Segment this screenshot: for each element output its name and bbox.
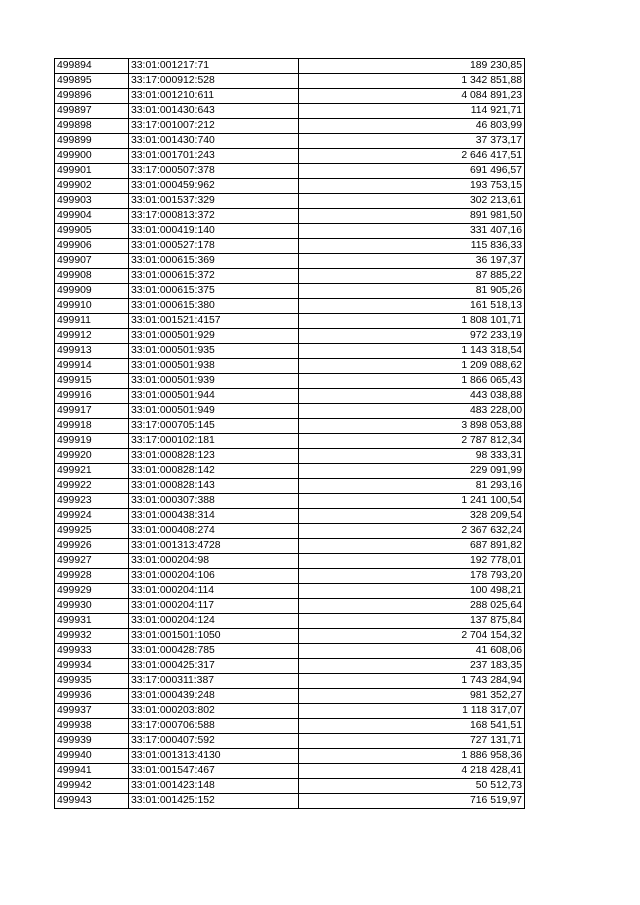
cadastral-number-cell: 33:01:001501:1050 [129,629,299,644]
table-body [55,59,525,809]
value-cell: 98 333,31 [299,449,525,464]
value-cell: 328 209,54 [299,509,525,524]
cadastral-number-cell: 33:01:001313:4130 [129,749,299,764]
table-row [55,89,525,104]
row-id-cell: 499931 [55,614,129,629]
value-cell: 1 808 101,71 [299,314,525,329]
cadastral-number-cell: 33:01:000501:939 [129,374,299,389]
value-cell: 2 646 417,51 [299,149,525,164]
row-id-cell: 499899 [55,134,129,149]
value-cell: 1 241 100,54 [299,494,525,509]
table-row [55,74,525,89]
row-id-cell: 499941 [55,764,129,779]
row-id-cell: 499914 [55,359,129,374]
table-row [55,314,525,329]
cadastral-number-cell: 33:17:000407:592 [129,734,299,749]
cadastral-number-cell: 33:01:000828:123 [129,449,299,464]
cadastral-number-cell: 33:01:001430:643 [129,104,299,119]
cadastral-number-cell: 33:01:000459:962 [129,179,299,194]
cadastral-number-cell: 33:01:000615:372 [129,269,299,284]
value-cell: 2 787 812,34 [299,434,525,449]
cadastral-number-cell: 33:01:000428:785 [129,644,299,659]
table-row [55,734,525,749]
row-id-cell: 499909 [55,284,129,299]
row-id-cell: 499897 [55,104,129,119]
cadastral-number-cell: 33:01:000439:248 [129,689,299,704]
value-cell: 972 233,19 [299,329,525,344]
row-id-cell: 499895 [55,74,129,89]
cadastral-number-cell: 33:01:001425:152 [129,794,299,809]
table-row [55,329,525,344]
table-row [55,284,525,299]
value-cell: 3 898 053,88 [299,419,525,434]
row-id-cell: 499902 [55,179,129,194]
row-id-cell: 499926 [55,539,129,554]
value-cell: 891 981,50 [299,209,525,224]
value-cell: 691 496,57 [299,164,525,179]
table-row [55,269,525,284]
cadastral-number-cell: 33:01:001423:148 [129,779,299,794]
cadastral-number-cell: 33:01:000204:117 [129,599,299,614]
table-row [55,164,525,179]
value-cell: 1 209 088,62 [299,359,525,374]
table-row [55,779,525,794]
table-row [55,554,525,569]
cadastral-number-cell: 33:01:000501:949 [129,404,299,419]
value-cell: 189 230,85 [299,59,525,74]
row-id-cell: 499938 [55,719,129,734]
cadastral-number-cell: 33:01:000408:274 [129,524,299,539]
value-cell: 4 084 891,23 [299,89,525,104]
row-id-cell: 499928 [55,569,129,584]
row-id-cell: 499901 [55,164,129,179]
row-id-cell: 499908 [55,269,129,284]
table-row [55,464,525,479]
row-id-cell: 499940 [55,749,129,764]
cadastral-number-cell: 33:17:001007:212 [129,119,299,134]
table-row [55,479,525,494]
table-row [55,254,525,269]
value-cell: 193 753,15 [299,179,525,194]
row-id-cell: 499896 [55,89,129,104]
row-id-cell: 499904 [55,209,129,224]
value-cell: 4 218 428,41 [299,764,525,779]
row-id-cell: 499894 [55,59,129,74]
value-cell: 302 213,61 [299,194,525,209]
table-row [55,704,525,719]
table-row [55,689,525,704]
value-cell: 87 885,22 [299,269,525,284]
cadastral-number-cell: 33:01:000615:375 [129,284,299,299]
row-id-cell: 499921 [55,464,129,479]
cadastral-number-cell: 33:01:000615:369 [129,254,299,269]
table-row [55,494,525,509]
value-cell: 2 367 632,24 [299,524,525,539]
value-cell: 1 143 318,54 [299,344,525,359]
row-id-cell: 499903 [55,194,129,209]
cadastral-number-cell: 33:01:000425:317 [129,659,299,674]
cadastral-number-cell: 33:17:000813:372 [129,209,299,224]
table-row [55,104,525,119]
value-cell: 115 836,33 [299,239,525,254]
row-id-cell: 499937 [55,704,129,719]
value-cell: 237 183,35 [299,659,525,674]
cadastral-number-cell: 33:01:001210:611 [129,89,299,104]
cadastral-number-cell: 33:01:000501:944 [129,389,299,404]
table-row [55,359,525,374]
table-row [55,539,525,554]
row-id-cell: 499936 [55,689,129,704]
row-id-cell: 499935 [55,674,129,689]
value-cell: 137 875,84 [299,614,525,629]
row-id-cell: 499905 [55,224,129,239]
cadastral-number-cell: 33:01:000828:142 [129,464,299,479]
cadastral-number-cell: 33:17:000912:528 [129,74,299,89]
row-id-cell: 499922 [55,479,129,494]
value-cell: 100 498,21 [299,584,525,599]
cadastral-number-cell: 33:17:000706:588 [129,719,299,734]
cadastral-number-cell: 33:17:000705:145 [129,419,299,434]
table-row [55,569,525,584]
table-row [55,194,525,209]
row-id-cell: 499920 [55,449,129,464]
cadastral-number-cell: 33:01:001313:4728 [129,539,299,554]
table-row [55,419,525,434]
cadastral-number-cell: 33:01:000204:124 [129,614,299,629]
value-cell: 50 512,73 [299,779,525,794]
cadastral-number-cell: 33:01:001521:4157 [129,314,299,329]
value-cell: 443 038,88 [299,389,525,404]
row-id-cell: 499943 [55,794,129,809]
row-id-cell: 499911 [55,314,129,329]
value-cell: 41 608,06 [299,644,525,659]
row-id-cell: 499930 [55,599,129,614]
value-cell: 1 886 958,36 [299,749,525,764]
table-row [55,764,525,779]
table-row [55,209,525,224]
cadastral-value-table [54,58,525,809]
row-id-cell: 499942 [55,779,129,794]
value-cell: 331 407,16 [299,224,525,239]
value-cell: 168 541,51 [299,719,525,734]
cadastral-number-cell: 33:01:000204:98 [129,554,299,569]
table-row [55,119,525,134]
table-row [55,344,525,359]
table-row [55,599,525,614]
cadastral-number-cell: 33:01:000527:178 [129,239,299,254]
cadastral-number-cell: 33:01:000501:938 [129,359,299,374]
row-id-cell: 499939 [55,734,129,749]
value-cell: 727 131,71 [299,734,525,749]
cadastral-number-cell: 33:01:001217:71 [129,59,299,74]
value-cell: 36 197,37 [299,254,525,269]
row-id-cell: 499913 [55,344,129,359]
row-id-cell: 499915 [55,374,129,389]
value-cell: 46 803,99 [299,119,525,134]
value-cell: 37 373,17 [299,134,525,149]
table-row [55,374,525,389]
row-id-cell: 499898 [55,119,129,134]
value-cell: 192 778,01 [299,554,525,569]
cadastral-number-cell: 33:01:001537:329 [129,194,299,209]
table-row [55,659,525,674]
table-row [55,59,525,74]
row-id-cell: 499910 [55,299,129,314]
table-row [55,629,525,644]
value-cell: 114 921,71 [299,104,525,119]
value-cell: 981 352,27 [299,689,525,704]
cadastral-number-cell: 33:01:000419:140 [129,224,299,239]
row-id-cell: 499919 [55,434,129,449]
value-cell: 81 293,16 [299,479,525,494]
cadastral-number-cell: 33:17:000102:181 [129,434,299,449]
value-cell: 178 793,20 [299,569,525,584]
row-id-cell: 499933 [55,644,129,659]
row-id-cell: 499925 [55,524,129,539]
row-id-cell: 499929 [55,584,129,599]
table-row [55,134,525,149]
table-row [55,224,525,239]
row-id-cell: 499923 [55,494,129,509]
value-cell: 483 228,00 [299,404,525,419]
row-id-cell: 499916 [55,389,129,404]
value-cell: 288 025,64 [299,599,525,614]
table-row [55,749,525,764]
table-row [55,299,525,314]
row-id-cell: 499932 [55,629,129,644]
row-id-cell: 499906 [55,239,129,254]
table-row [55,149,525,164]
cadastral-number-cell: 33:01:000203:802 [129,704,299,719]
value-cell: 687 891,82 [299,539,525,554]
cadastral-number-cell: 33:17:000507:378 [129,164,299,179]
value-cell: 2 704 154,32 [299,629,525,644]
cadastral-number-cell: 33:01:001547:467 [129,764,299,779]
table-row [55,404,525,419]
table-row [55,509,525,524]
table-row [55,239,525,254]
cadastral-number-cell: 33:01:000828:143 [129,479,299,494]
value-cell: 229 091,99 [299,464,525,479]
cadastral-number-cell: 33:01:000615:380 [129,299,299,314]
value-cell: 1 342 851,88 [299,74,525,89]
table-row [55,179,525,194]
table-row [55,719,525,734]
row-id-cell: 499912 [55,329,129,344]
cadastral-number-cell: 33:01:000501:929 [129,329,299,344]
value-cell: 1 866 065,43 [299,374,525,389]
row-id-cell: 499900 [55,149,129,164]
value-cell: 161 518,13 [299,299,525,314]
table-row [55,389,525,404]
table-row [55,794,525,809]
value-cell: 81 905,26 [299,284,525,299]
cadastral-number-cell: 33:01:000204:114 [129,584,299,599]
value-cell: 1 118 317,07 [299,704,525,719]
cadastral-number-cell: 33:01:000307:388 [129,494,299,509]
cadastral-number-cell: 33:01:000438:314 [129,509,299,524]
cadastral-number-cell: 33:17:000311:387 [129,674,299,689]
cadastral-number-cell: 33:01:000501:935 [129,344,299,359]
row-id-cell: 499918 [55,419,129,434]
value-cell: 1 743 284,94 [299,674,525,689]
row-id-cell: 499934 [55,659,129,674]
value-cell: 716 519,97 [299,794,525,809]
cadastral-number-cell: 33:01:000204:106 [129,569,299,584]
table-row [55,644,525,659]
cadastral-number-cell: 33:01:001701:243 [129,149,299,164]
table-row [55,674,525,689]
row-id-cell: 499924 [55,509,129,524]
table-row [55,614,525,629]
table-row [55,434,525,449]
table-row [55,584,525,599]
row-id-cell: 499927 [55,554,129,569]
table-row [55,449,525,464]
row-id-cell: 499917 [55,404,129,419]
table-row [55,524,525,539]
row-id-cell: 499907 [55,254,129,269]
cadastral-number-cell: 33:01:001430:740 [129,134,299,149]
